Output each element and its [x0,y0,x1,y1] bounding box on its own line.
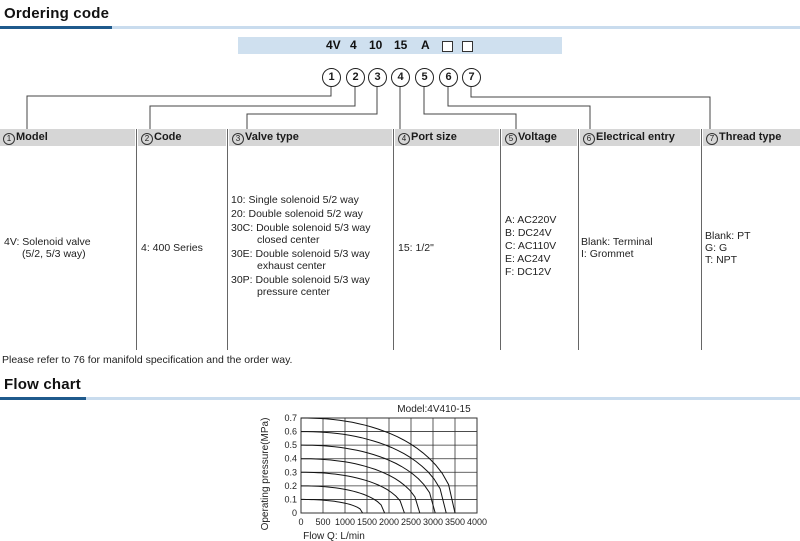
code-part-code: 4 [350,38,357,52]
header-number-1: 1 [3,133,15,145]
electrical-entry-line: Blank: Terminal [581,236,653,248]
code-line: 4: 400 Series [141,242,203,254]
header-thread-type-label: Thread type [719,131,782,143]
number-circle-7: 7 [462,68,481,87]
valve-type-line: exhaust center [257,260,326,272]
valve-type-line: 30P: Double solenoid 5/3 way [231,274,370,286]
y-tick-label: 0.3 [284,467,297,478]
x-tick-label: 2500 [400,517,422,527]
header-code-label: Code [154,131,182,143]
header-number-7: 7 [706,133,718,145]
code-part-voltage: A [421,38,430,52]
model-line: 4V: Solenoid valve [4,236,91,248]
flow-curve-series [301,445,435,513]
voltage-line: A: AC220V [505,214,557,226]
voltage-line: E: AC24V [505,253,551,265]
number-circle-4: 4 [391,68,410,87]
y-tick-label: 0.5 [284,440,297,451]
valve-type-line: closed center [257,234,320,246]
header-electrical-entry-label: Electrical entry [596,131,675,143]
x-tick-label: 0 [298,517,304,527]
x-tick-label: 3000 [422,517,444,527]
valve-type-line: pressure center [257,286,330,298]
chart-y-axis-label: Operating pressure(MPa) [260,417,271,531]
header-number-6: 6 [583,133,595,145]
flow-curve-series [301,499,363,513]
thread-type-line: T: NPT [705,254,738,266]
chart-title: Model:4V410-15 [397,404,471,415]
y-tick-label: 0.2 [284,480,297,491]
thread-type-line: Blank: PT [705,230,751,242]
valve-type-line: 20: Double solenoid 5/2 way [231,208,363,220]
voltage-line: C: AC110V [505,240,557,252]
code-part-model: 4V [326,38,341,52]
number-circle-6: 6 [439,68,458,87]
header-valve-type-label: Valve type [245,131,299,143]
y-tick-label: 0 [291,508,297,518]
y-tick-label: 0.6 [284,426,297,437]
code-part-valve-type: 10 [369,38,383,52]
flow-chart-title: Flow chart [4,376,82,393]
number-circle-2: 2 [346,68,365,87]
number-circle-5: 5 [415,68,434,87]
valve-type-line: 10: Single solenoid 5/2 way [231,194,359,206]
header-port-size-label: Port size [411,131,457,143]
header-voltage-label: Voltage [518,131,557,143]
header-number-2: 2 [141,133,153,145]
valve-type-line: 30E: Double solenoid 5/3 way [231,248,370,260]
header-number-5: 5 [505,133,517,145]
x-tick-label: 1500 [356,517,378,527]
manifold-note: Please refer to 76 for manifold specification and the order way. [2,354,293,366]
y-tick-label: 0.1 [284,494,297,505]
voltage-line: B: DC24V [505,227,552,239]
x-tick-label: 3500 [444,517,466,527]
voltage-line: F: DC12V [505,266,552,278]
electrical-entry-line: I: Grommet [581,248,634,260]
y-tick-label: 0.4 [284,453,297,464]
x-tick-label: 2000 [378,517,400,527]
y-tick-label: 0.7 [284,413,297,423]
x-tick-label: 500 [315,517,331,527]
header-model-label: Model [16,131,48,143]
x-tick-label: 4000 [466,517,488,527]
ordering-code-title: Ordering code [4,5,110,22]
header-number-4: 4 [398,133,410,145]
valve-type-line: 30C: Double solenoid 5/3 way [231,222,371,234]
number-circle-1: 1 [322,68,341,87]
port-size-line: 15: 1/2" [398,242,434,254]
thread-type-line: G: G [705,242,728,254]
model-line: (5/2, 5/3 way) [22,248,86,260]
number-circle-3: 3 [368,68,387,87]
code-part-port-size: 15 [394,38,408,52]
header-number-3: 3 [232,133,244,145]
chart-ticks [284,413,487,527]
chart-x-axis-label: Flow Q: L/min [303,531,365,541]
x-tick-label: 1000 [334,517,356,527]
chart-curves [301,418,455,513]
